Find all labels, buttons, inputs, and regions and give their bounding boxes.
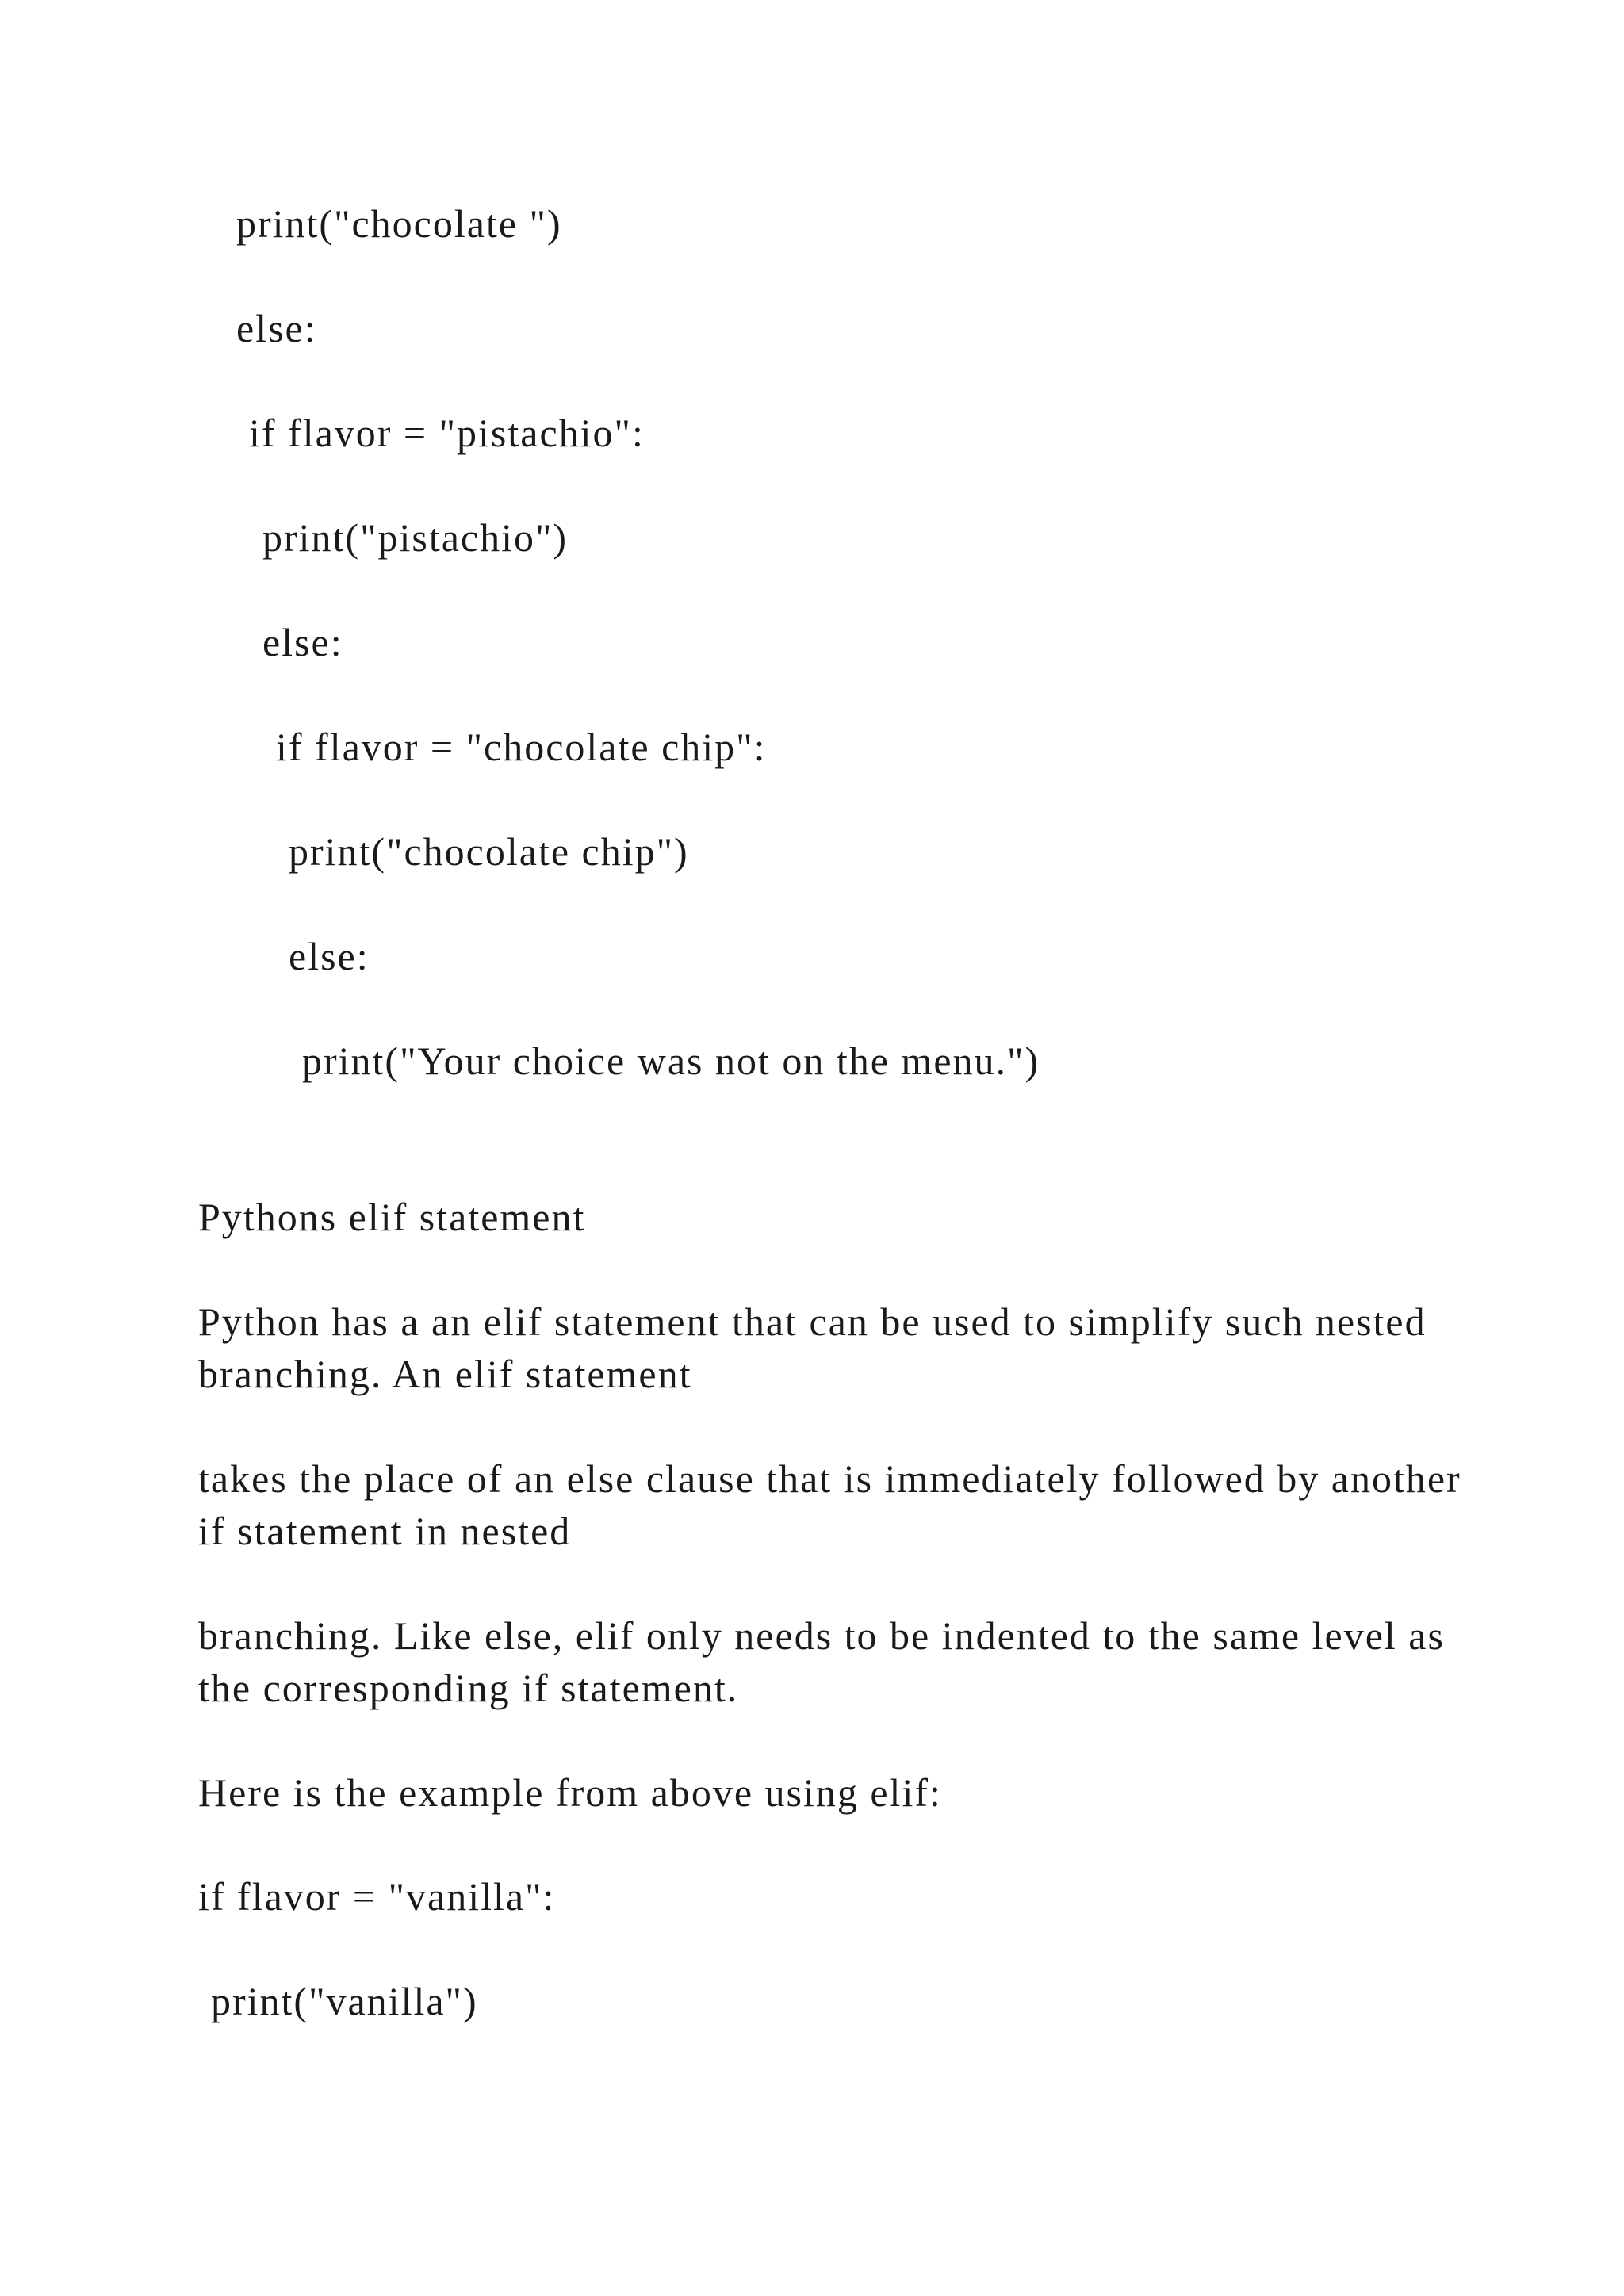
- paragraph: Python has a an elif statement that can be used to simplify such nested branching. An elif statement: [198, 1299, 1427, 1396]
- code-line: else:: [289, 934, 370, 978]
- code-line: if flavor = "chocolate chip":: [276, 725, 767, 769]
- code-line: print("Your choice was not on the menu."): [302, 1039, 1040, 1083]
- code-line: print("chocolate chip"): [289, 829, 689, 874]
- code-line: print("chocolate "): [236, 201, 562, 246]
- paragraph: takes the place of an else clause that is immediately followed by another if statement in nested: [198, 1456, 1461, 1553]
- paragraph: Here is the example from above using elif:: [198, 1770, 942, 1815]
- code-line: print("vanilla"): [211, 1979, 478, 2023]
- code-line: else:: [236, 306, 317, 350]
- paragraph: branching. Like else, elif only needs to be indented to the same level as the corresponding if statement.: [198, 1613, 1445, 1710]
- code-line: else:: [262, 620, 343, 664]
- section-heading: Pythons elif statement: [198, 1195, 586, 1239]
- code-line: if flavor = "pistachio":: [249, 411, 645, 455]
- code-line: if flavor = "vanilla":: [198, 1874, 556, 1919]
- code-line: print("pistachio"): [262, 515, 569, 560]
